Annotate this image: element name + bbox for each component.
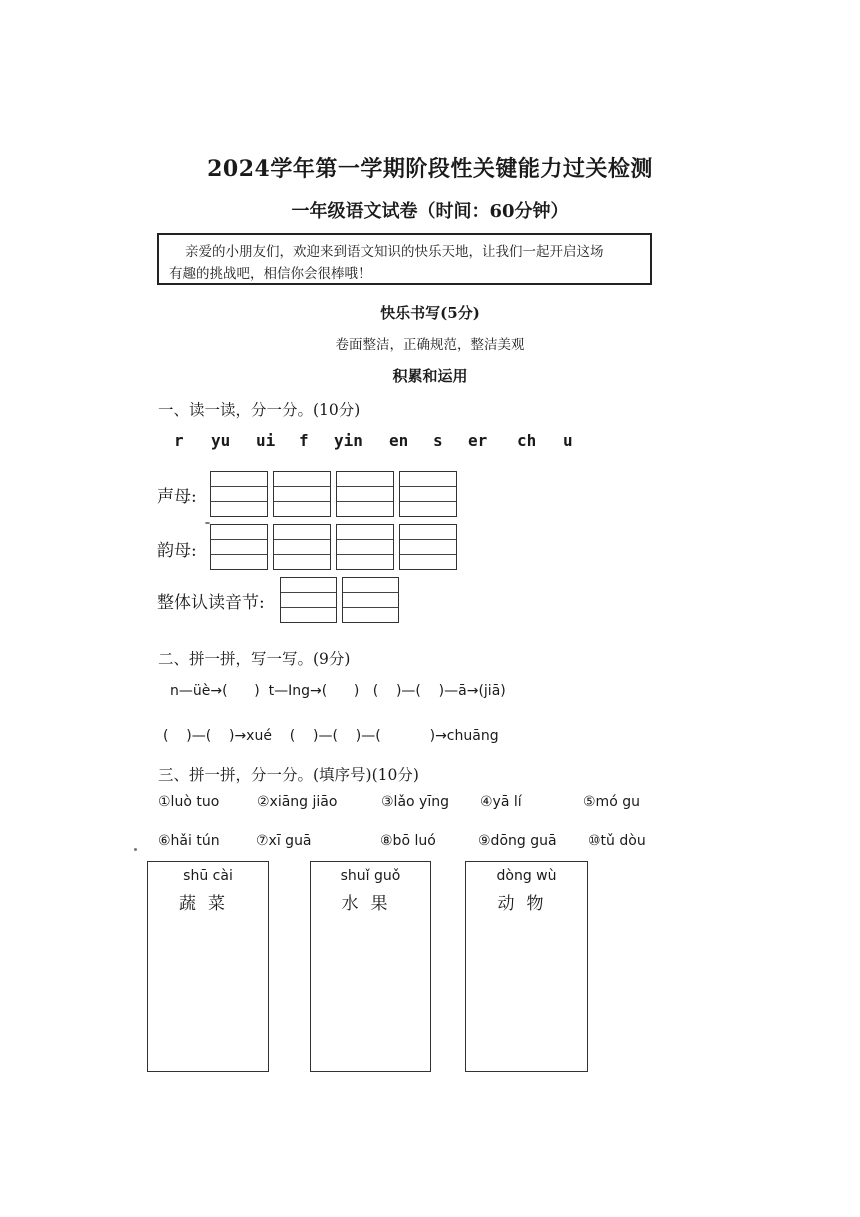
category-pinyin: shuǐ guǒ <box>340 868 401 884</box>
pinyin-writing-box[interactable] <box>280 577 337 623</box>
intro-line-2: 有趣的挑战吧，相信你会很棒哦！ <box>169 266 372 282</box>
category-hanzi: 水果 <box>341 894 400 914</box>
scan-speck <box>205 522 210 524</box>
letter-item: f <box>299 431 309 450</box>
pinyin-writing-box[interactable] <box>210 471 268 517</box>
category-box-vegetables[interactable] <box>147 861 269 1072</box>
exam-title: 2024学年第一学期阶段性关键能力过关检测 <box>207 156 653 182</box>
q2-row-2: ( )—( )→xué ( )—( )—( )→chuāng <box>163 728 499 744</box>
pinyin-writing-box[interactable] <box>336 471 394 517</box>
category-pinyin: dòng wù <box>496 868 557 884</box>
intro-box <box>157 233 652 285</box>
option-item: ③lǎo yīng <box>381 794 449 810</box>
letter-item: en <box>389 431 409 450</box>
question-3-title: 三、拼一拼，分一分。(填序号)(10分) <box>158 766 419 784</box>
option-item: ⑩tǔ dòu <box>588 833 646 849</box>
pinyin-writing-box[interactable] <box>399 524 457 570</box>
shengmu-label: 声母: <box>157 487 197 507</box>
pinyin-writing-box[interactable] <box>273 471 331 517</box>
question-1-title: 一、读一读，分一分。(10分) <box>158 401 361 419</box>
option-item: ⑥hǎi tún <box>158 833 220 849</box>
writing-section-desc: 卷面整洁，正确规范，整洁美观 <box>335 337 525 353</box>
letter-item: ui <box>256 431 276 450</box>
option-item: ②xiāng jiāo <box>257 794 338 810</box>
q2-row-1: n—üè→( ) t—Ing→( ) ( )—( )—ā→(jiā) <box>170 683 506 699</box>
pinyin-writing-box[interactable] <box>342 577 399 623</box>
pinyin-writing-box[interactable] <box>273 524 331 570</box>
category-hanzi: 蔬菜 <box>179 894 237 914</box>
letter-item: yin <box>334 431 363 450</box>
letter-item: ch <box>517 431 537 450</box>
option-item: ⑨dōng guā <box>478 833 557 849</box>
pinyin-writing-box[interactable] <box>336 524 394 570</box>
pinyin-writing-box[interactable] <box>399 471 457 517</box>
option-item: ⑦xī guā <box>256 833 312 849</box>
option-item: ⑧bō luó <box>380 833 436 849</box>
category-box-animals[interactable] <box>465 861 588 1072</box>
category-pinyin: shū cài <box>183 868 233 884</box>
option-item: ⑤mó gu <box>583 794 640 810</box>
letter-item: s <box>433 431 443 450</box>
writing-section-title: 快乐书写(5分) <box>380 304 480 322</box>
letter-item: r <box>174 431 184 450</box>
intro-line-1: 亲爱的小朋友们，欢迎来到语文知识的快乐天地，让我们一起开启这场 <box>185 244 604 260</box>
option-item: ④yā lí <box>480 794 522 810</box>
exam-subtitle: 一年级语文试卷（时间：60分钟） <box>291 201 569 222</box>
scan-speck <box>134 848 137 851</box>
question-2-title: 二、拼一拼，写一写。(9分) <box>158 650 351 668</box>
accumulation-section-title: 积累和运用 <box>392 367 468 385</box>
letter-item: er <box>468 431 488 450</box>
category-hanzi: 动物 <box>497 894 556 914</box>
zhengti-label: 整体认读音节: <box>157 593 265 613</box>
yunmu-label: 韵母: <box>157 541 197 561</box>
letter-item: yu <box>211 431 231 450</box>
category-box-fruits[interactable] <box>310 861 431 1072</box>
pinyin-writing-box[interactable] <box>210 524 268 570</box>
option-item: ①luò tuo <box>158 794 220 810</box>
letter-item: u <box>563 431 573 450</box>
